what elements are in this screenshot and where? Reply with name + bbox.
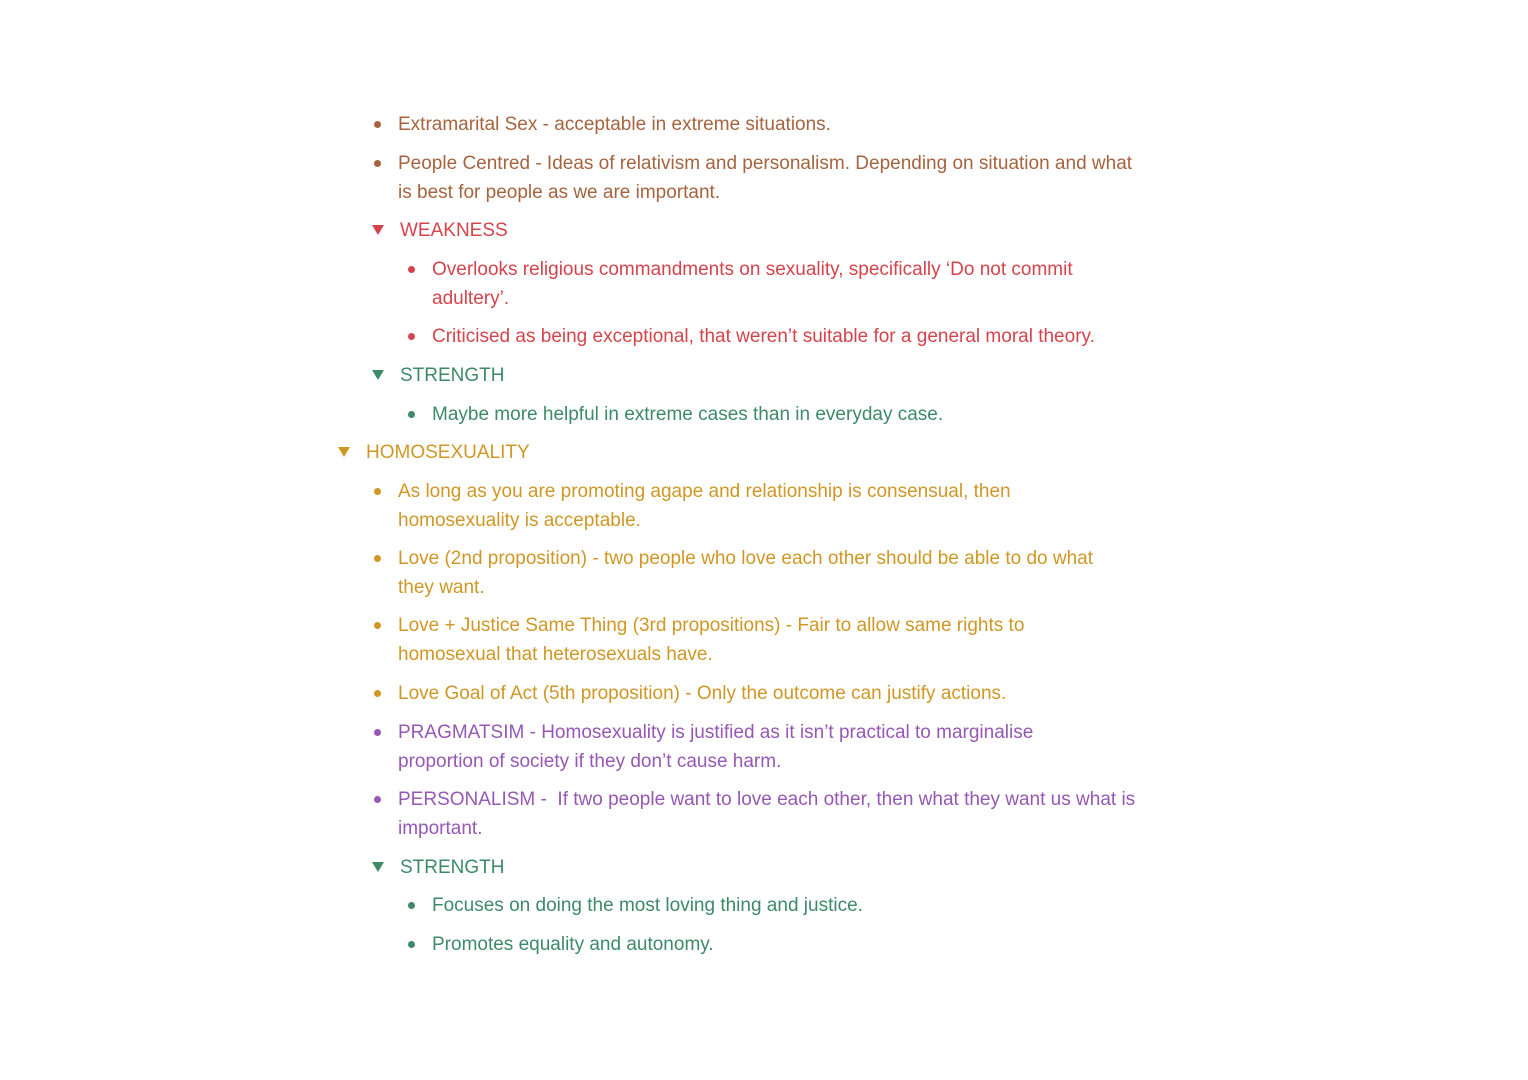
list-item-text: Criticised as being exceptional, that weren’t suitable for a general moral theory. xyxy=(432,326,1095,347)
list-item-text: Promotes equality and autonomy. xyxy=(432,934,714,955)
toggle-heading: STRENGTH xyxy=(400,857,505,878)
bullet-icon xyxy=(408,411,415,418)
list-item-text: Love Goal of Act (5th proposition) - Only the outcome can justify actions. xyxy=(398,683,1007,704)
strength-toggle[interactable] xyxy=(372,361,1132,390)
list-item-text: Extramarital Sex - acceptable in extreme situations. xyxy=(398,114,831,135)
list-item-text: Love (2nd proposition) - two people who love each other should be able to do what they want. xyxy=(398,548,1094,598)
bullet-icon xyxy=(374,622,381,629)
toggle-heading: HOMOSEXUALITY xyxy=(366,442,530,463)
bullet-icon xyxy=(374,729,381,736)
list-item xyxy=(374,611,1074,669)
list-item-text: PERSONALISM - If two people want to love each other, then what they want us what is important. xyxy=(398,789,1141,839)
triangle-down-icon[interactable] xyxy=(372,862,384,872)
list-item xyxy=(374,679,1134,708)
list-item-text: Maybe more helpful in extreme cases than in everyday case. xyxy=(432,404,944,425)
list-item-text: PRAGMATSIM - Homosexuality is justified as it isn’t practical to marginalise proportion of society if they don’t cause harm. xyxy=(398,722,1034,772)
list-item xyxy=(374,718,1074,776)
weakness-toggle[interactable] xyxy=(372,216,1132,245)
bullet-icon xyxy=(408,902,415,909)
bullet-icon xyxy=(374,796,381,803)
list-item-text: Love + Justice Same Thing (3rd propositions) - Fair to allow same rights to homosexual that heterosexuals have. xyxy=(398,615,1025,665)
list-item xyxy=(374,785,1144,843)
list-item xyxy=(374,544,1134,602)
bullet-icon xyxy=(408,333,415,340)
toggle-heading: STRENGTH xyxy=(400,365,505,386)
list-item xyxy=(408,400,1148,429)
list-item xyxy=(374,149,1134,207)
list-item-text: Overlooks religious commandments on sexuality, specifically ‘Do not commit adultery’. xyxy=(432,259,1073,309)
list-item xyxy=(408,930,1148,959)
list-item-text: People Centred - Ideas of relativism and personalism. Depending on situation and what is best for people as we are important. xyxy=(398,153,1133,203)
list-item xyxy=(408,891,1148,920)
bullet-icon xyxy=(374,488,381,495)
homosexuality-toggle[interactable] xyxy=(338,438,1138,467)
bullet-icon xyxy=(374,121,381,128)
bullet-icon xyxy=(374,690,381,697)
list-item xyxy=(374,110,1134,139)
triangle-down-icon[interactable] xyxy=(338,447,350,457)
triangle-down-icon[interactable] xyxy=(372,370,384,380)
triangle-down-icon[interactable] xyxy=(372,225,384,235)
bullet-icon xyxy=(408,266,415,273)
bullet-icon xyxy=(374,160,381,167)
bullet-icon xyxy=(408,941,415,948)
bullet-icon xyxy=(374,555,381,562)
toggle-heading: WEAKNESS xyxy=(400,220,508,241)
list-item xyxy=(408,255,1108,313)
list-item-text: Focuses on doing the most loving thing and justice. xyxy=(432,895,863,916)
list-item-text: As long as you are promoting agape and relationship is consensual, then homosexuality is acceptable. xyxy=(398,481,1011,531)
list-item xyxy=(408,322,1148,351)
strength-toggle[interactable] xyxy=(372,853,1132,882)
list-item xyxy=(374,477,1034,535)
